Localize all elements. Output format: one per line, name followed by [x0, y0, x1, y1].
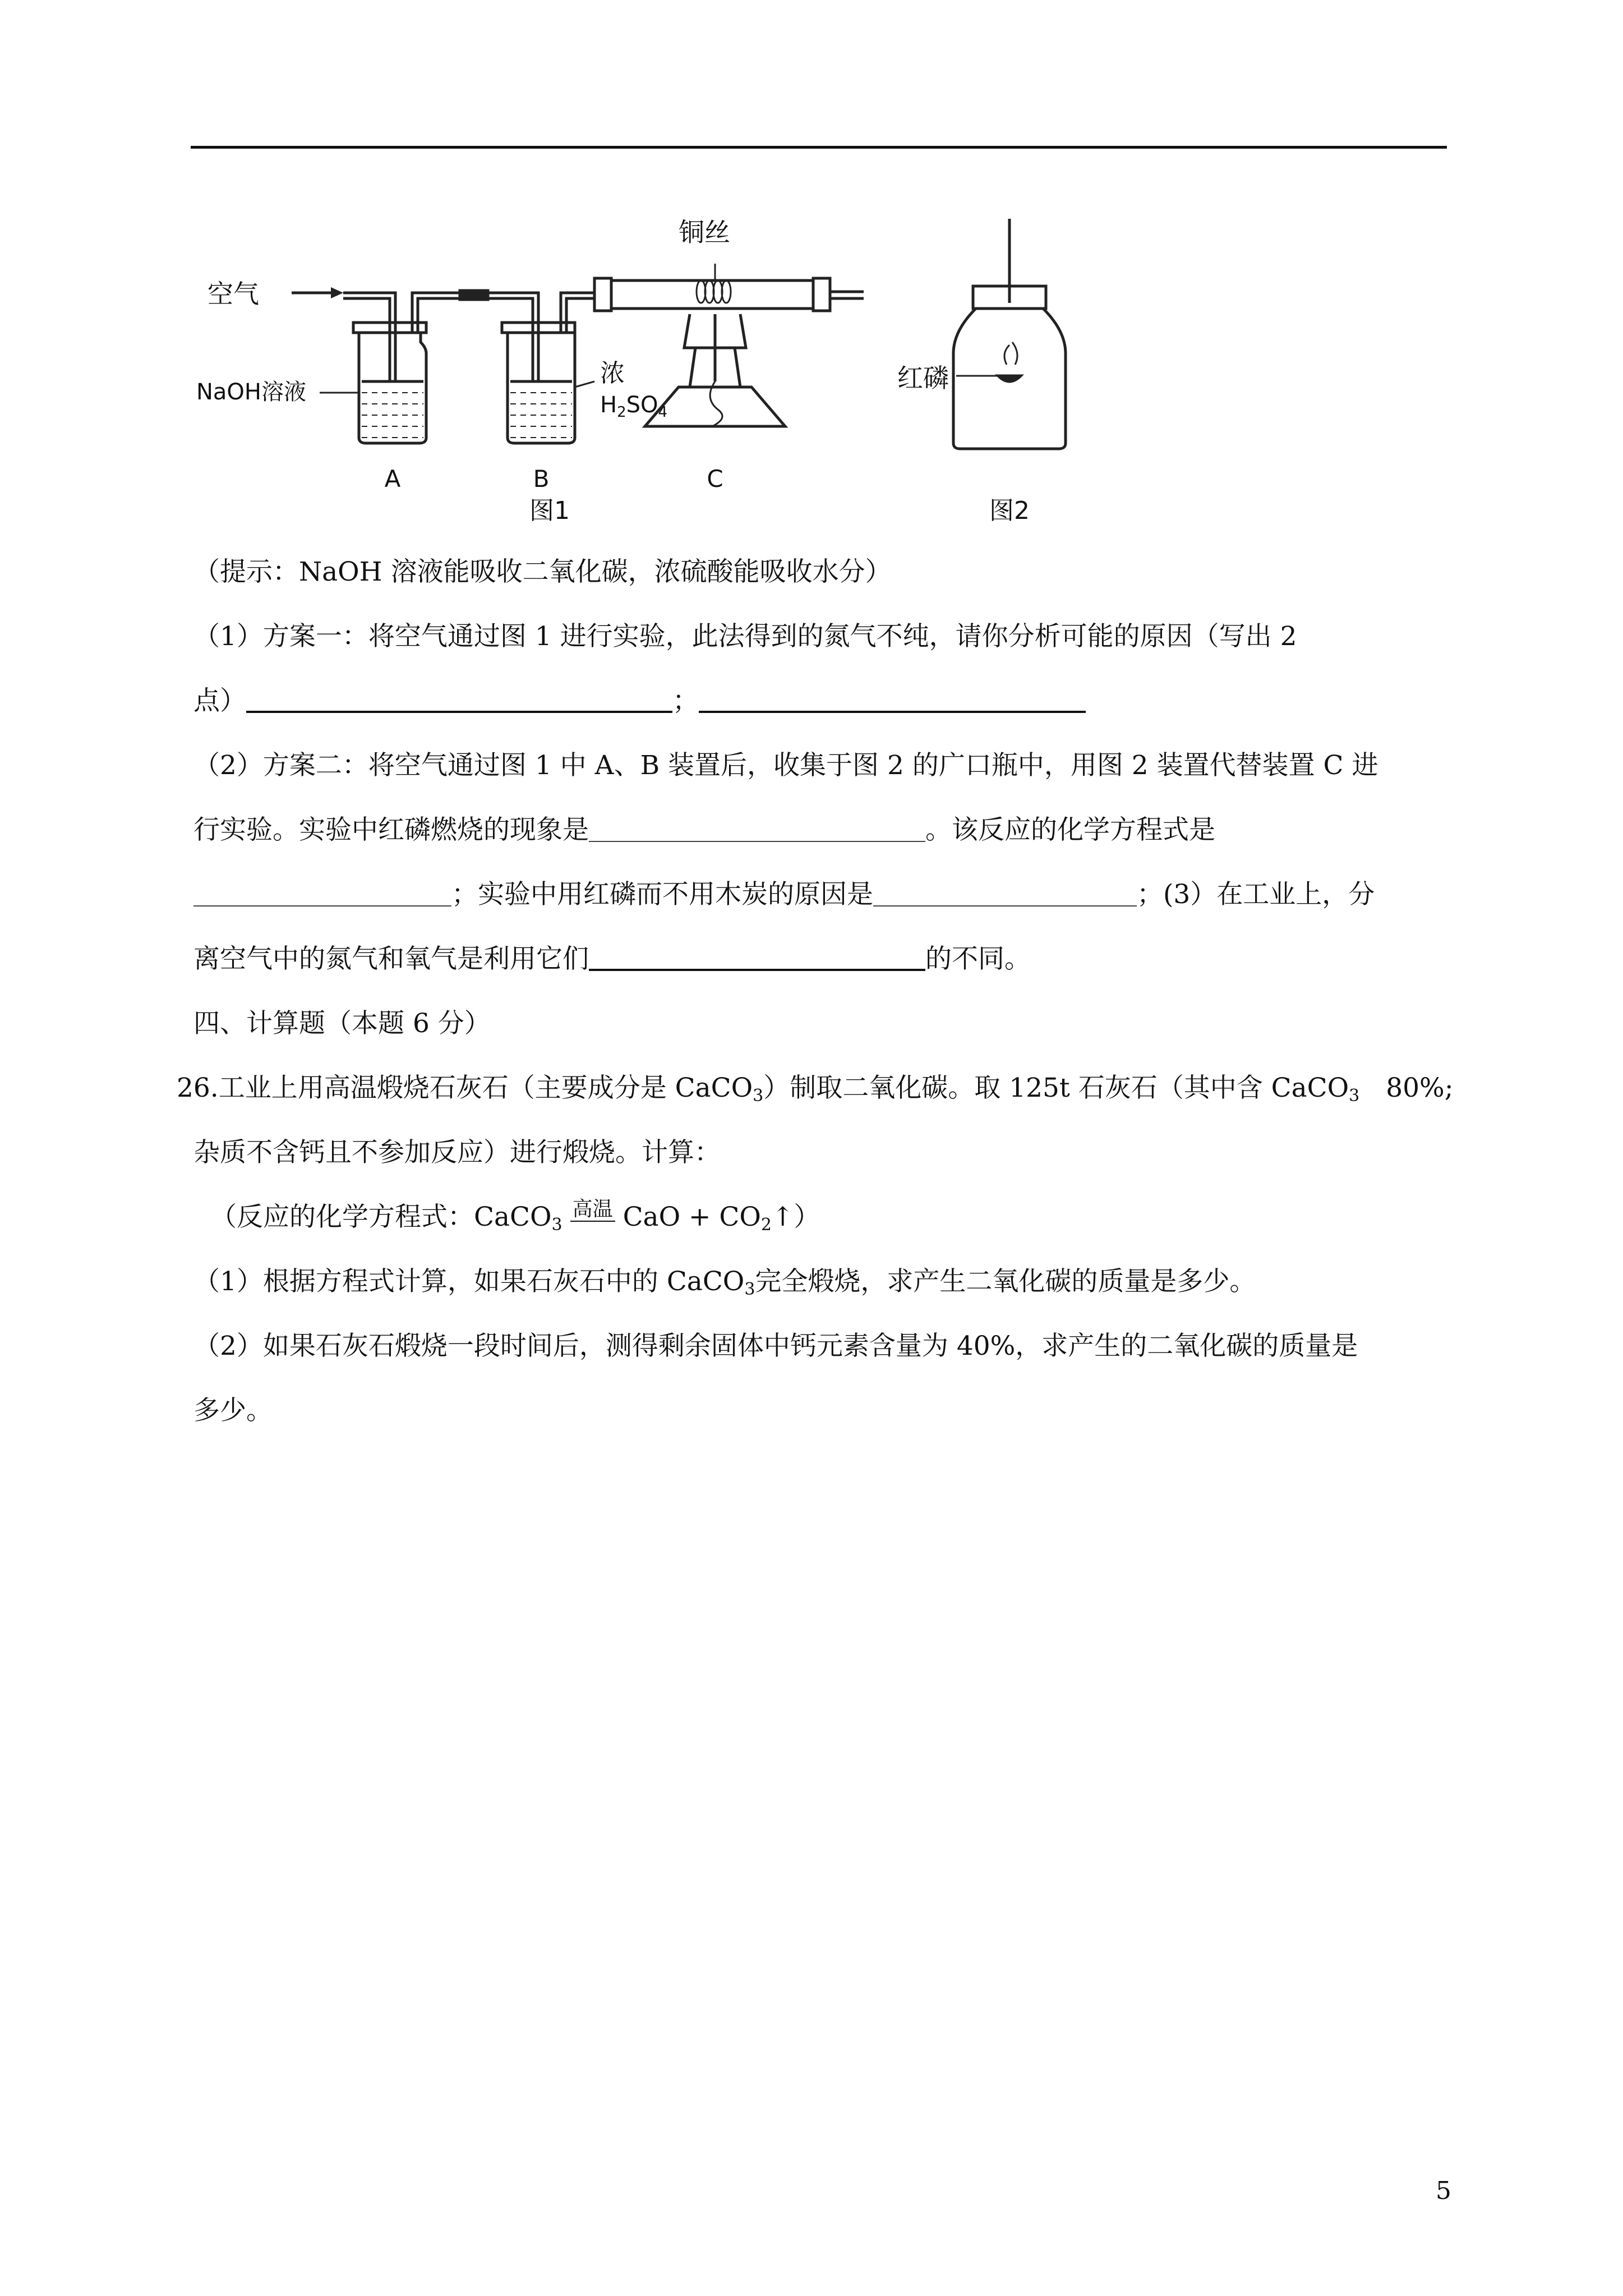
- q2-line2: 行实验。实验中红磷燃烧的现象是 。该反应的化学方程式是: [193, 815, 1215, 845]
- red-phosphorus-label: 红磷: [897, 363, 949, 393]
- q1-line1: （1）方案一：将空气通过图 1 进行实验，此法得到的氮气不纯，请你分析可能的原因（写出 2: [193, 621, 1297, 652]
- apparatus-figure: [191, 202, 1099, 527]
- q26-part1: （1）根据方程式计算，如果石灰石中的 CaCO$_3$完全煅烧，求产生二氧化碳的质量是多少。: [193, 1266, 1256, 1299]
- label-a: A: [384, 465, 401, 493]
- header-rule: [191, 146, 1447, 149]
- q26-line2: 杂质不含钙且不参加反应）进行煅烧。计算：: [193, 1137, 721, 1168]
- q2-line1: （2）方案二：将空气通过图 1 中 A、B 装置后，收集于图 2 的广口瓶中，用图 2 装置代替装置 C 进: [193, 750, 1378, 781]
- q1-line2: 点） ；: [193, 684, 1086, 718]
- q26-part2-line1: （2）如果石灰石煅烧一段时间后，测得剩余固体中钙元素含量为 40%，求产生的二氧化碳的质量是: [193, 1331, 1358, 1361]
- q2-line3: ；实验中用红磷而不用木炭的原因是 ；(3）在工业上，分: [193, 878, 1375, 912]
- air-label: 空气: [208, 279, 259, 309]
- reaction-condition: 高温: [570, 1198, 615, 1222]
- naoh-label: NaOH溶液: [196, 379, 306, 405]
- answer-blank[interactable]: [193, 883, 451, 907]
- answer-blank[interactable]: [589, 818, 925, 842]
- q26-line1: 26.工业上用高温煅烧石灰石（主要成分是 CaCO$_3$）制取二氧化碳。取 125t 石灰石（其中含 CaCO$_3$ 80%;: [177, 1073, 1454, 1106]
- conc-label: 浓: [600, 359, 625, 388]
- copper-label: 铜丝: [679, 217, 730, 247]
- label-b: B: [533, 465, 550, 493]
- q3-line: 离空气中的氮气和氧气是利用它们 的不同。: [193, 944, 1031, 974]
- fig2-caption: 图2: [989, 496, 1030, 525]
- answer-blank[interactable]: [589, 946, 925, 971]
- section-heading: 四、计算题（本题 6 分）: [193, 1008, 491, 1039]
- hint-text: （提示：NaOH 溶液能吸收二氧化碳，浓硫酸能吸收水分）: [193, 556, 892, 587]
- fig1-caption: 图1: [529, 496, 570, 525]
- q26-equation: （反应的化学方程式：CaCO$_3$高温 CaO + $CO_2↑$）: [210, 1198, 820, 1235]
- answer-blank[interactable]: [699, 688, 1086, 713]
- label-c: C: [707, 465, 723, 493]
- h2so4-label: $H_2SO_4$: [600, 392, 668, 421]
- page-number: 5: [1436, 2177, 1451, 2205]
- answer-blank[interactable]: [246, 688, 672, 713]
- answer-blank[interactable]: [873, 883, 1137, 907]
- q26-part2-line2: 多少。: [193, 1395, 273, 1426]
